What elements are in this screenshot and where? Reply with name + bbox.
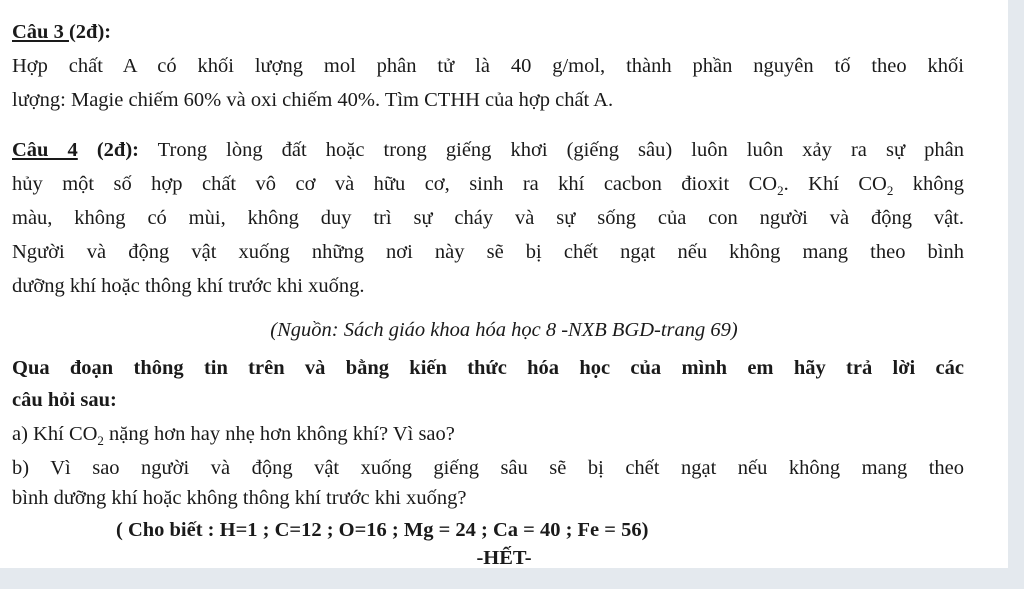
- co2-formula: $CO_2$: [68, 423, 104, 449]
- q4-line-2-c: không: [893, 173, 965, 195]
- q4-line-3: màu, không có mùi, không duy trì sự cháy và sự sống của con người và động vật.: [12, 207, 964, 229]
- q4-line-1: [12, 138, 964, 162]
- q3-heading: [12, 20, 964, 44]
- part-a: a) Khí $CO_2$ nặng hơn hay nhẹ hơn không khí? Vì sao?: [12, 423, 455, 449]
- q4-line-2-a: hủy một số hợp chất vô cơ và hữu cơ, sinh ra khí cacbon đioxit: [12, 173, 749, 195]
- q4-line-5: dưỡng khí hoặc thông khí trước khi xuống.: [12, 275, 365, 297]
- end-marker: -HẾT-: [476, 547, 532, 568]
- q4-label: Câu 4: [12, 139, 78, 161]
- part-b-line-2: bình dưỡng khí hoặc không thông khí trước khi xuống?: [12, 487, 467, 509]
- prompt-line-1: Qua đoạn thông tin trên và bằng kiến thức hóa học của mình em hãy trả lời các: [12, 357, 964, 379]
- co2-formula: $CO_2$: [858, 173, 894, 199]
- prompt-line-2: câu hỏi sau:: [12, 389, 117, 411]
- q3-label: Câu 3: [12, 21, 69, 43]
- q4-line-1-text: Trong lòng đất hoặc trong giếng khơi (giếng sâu) luôn luôn xảy ra sự phân: [138, 139, 964, 161]
- part-b-line-1: b) Vì sao người và động vật xuống giếng sâu sẽ bị chết ngạt nếu không mang theo: [12, 457, 964, 479]
- q3-line-2: lượng: Magie chiếm 60% và oxi chiếm 40%. Tìm CTHH của hợp chất A.: [12, 89, 614, 111]
- q4-line-4: Người và động vật xuống những nơi này sẽ bị chết ngạt nếu không mang theo bình: [12, 241, 964, 263]
- q4-points: (2đ):: [77, 139, 139, 161]
- q3-line-1: Hợp chất A có khối lượng mol phân tử là 40 g/mol, thành phần nguyên tố theo khối: [12, 55, 964, 77]
- q3-points: (2đ):: [68, 21, 112, 43]
- source-citation: (Nguồn: Sách giáo khoa hóa học 8 -NXB BGD-trang 69): [270, 319, 738, 341]
- q4-line-2: [12, 172, 965, 199]
- q4-line-2-b: . Khí: [783, 173, 859, 195]
- given-masses: ( Cho biết : H=1 ; C=12 ; O=16 ; Mg = 24 ; Ca = 40 ; Fe = 56): [116, 519, 649, 541]
- co2-formula: $CO_2$: [748, 173, 784, 199]
